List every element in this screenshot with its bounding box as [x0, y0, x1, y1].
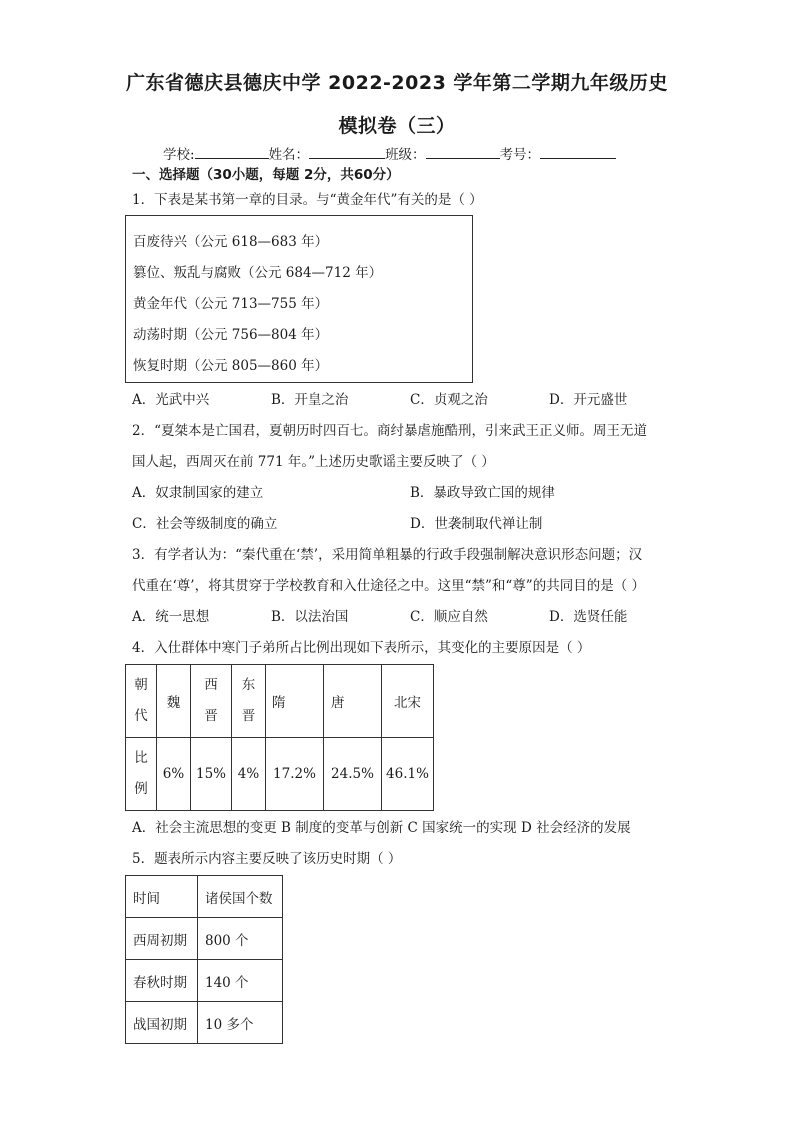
q5-table [125, 875, 283, 1044]
q3-option-d[interactable]: D．选贤任能 [549, 609, 628, 625]
q4-options[interactable]: A．社会主流思想的变更 B 制度的变革与创新 C 国家统一的实现 D 社会经济的发展 [132, 820, 631, 836]
q1-option-c[interactable]: C．贞观之治 [410, 392, 488, 408]
number-blank[interactable] [540, 144, 616, 159]
name-label: 姓名： [268, 147, 310, 163]
q3-option-a[interactable]: A．统一思想 [132, 609, 210, 625]
student-info-line [163, 144, 616, 165]
table-cell: 西周初期 [126, 918, 198, 960]
q2-option-d[interactable]: D．世袭制取代禅让制 [410, 516, 543, 532]
table-row [126, 960, 283, 1002]
q1-option-d[interactable]: D．开元盛世 [549, 392, 628, 408]
table-cell: 西 晋 [191, 665, 232, 738]
catalog-item: 黄金年代（公元 713—755 年） [133, 296, 329, 312]
table-cell: 魏 [157, 665, 191, 738]
q1-option-a[interactable]: A．光武中兴 [132, 392, 210, 408]
table-cell: 唐 [324, 665, 382, 738]
table-header-cell: 比 例 [126, 738, 157, 811]
table-cell: 24.5% [324, 738, 382, 811]
q2-option-b[interactable]: B．暴政导致亡国的规律 [410, 485, 555, 501]
table-row [126, 918, 283, 960]
q4-stem: 4．入仕群体中寒门子弟所占比例出现如下表所示，其变化的主要原因是（ ） [132, 640, 591, 656]
exam-title-line1: 广东省德庆县德庆中学 2022-2023 学年第二学期九年级历史 [126, 72, 668, 94]
table-cell: 隋 [266, 665, 324, 738]
table-header-cell: 时间 [126, 876, 198, 918]
table-row [126, 665, 434, 738]
q2-option-c[interactable]: C．社会等级制度的确立 [132, 516, 278, 532]
section-title: 一、选择题（30小题，每题 2分，共60分） [132, 167, 400, 183]
q1-option-b[interactable]: B．开皇之治 [271, 392, 349, 408]
number-label: 考号： [499, 147, 541, 163]
class-label: 班级： [385, 147, 426, 163]
table-cell: 北宋 [382, 665, 434, 738]
q3-stem-line1: 3．有学者认为：“秦代重在‘禁’，采用简单粗暴的行政手段强制解决意识形态问题；汉 [132, 547, 643, 563]
table-cell: 战国初期 [126, 1002, 198, 1044]
q2-stem-line1: 2．“夏桀本是亡国君，夏朝历时四百七。商纣暴虐施酷刑，引来武王正义师。周王无道 [132, 423, 647, 439]
name-blank[interactable] [309, 144, 385, 159]
catalog-item: 篡位、叛乱与腐败（公元 684—712 年） [133, 265, 383, 281]
catalog-item: 百废待兴（公元 618—683 年） [133, 234, 329, 250]
catalog-item: 动荡时期（公元 756—804 年） [133, 327, 329, 343]
table-row [126, 738, 434, 811]
table-cell: 春秋时期 [126, 960, 198, 1002]
q5-stem: 5．题表所示内容主要反映了该历史时期（ ） [132, 851, 402, 867]
table-cell: 4% [232, 738, 266, 811]
table-cell: 东 晋 [232, 665, 266, 738]
q2-option-a[interactable]: A．奴隶制国家的建立 [132, 485, 264, 501]
table-cell: 46.1% [382, 738, 434, 811]
class-blank[interactable] [426, 144, 500, 159]
table-header-cell: 诸侯国个数 [198, 876, 283, 918]
catalog-item: 恢复时期（公元 805—860 年） [133, 358, 329, 374]
q3-option-b[interactable]: B．以法治国 [271, 609, 349, 625]
table-row [126, 876, 283, 918]
school-label: 学校: [163, 147, 195, 163]
table-cell: 15% [191, 738, 232, 811]
q3-stem-line2: 代重在‘尊’，将其贯穿于学校教育和入仕途径之中。这里“禁”和“尊”的共同目的是（ ） [132, 578, 645, 594]
table-cell: 140 个 [198, 960, 283, 1002]
table-cell: 6% [157, 738, 191, 811]
q2-stem-line2: 国人起，西周灭在前 771 年。”上述历史歌谣主要反映了（ ） [132, 454, 495, 470]
table-cell: 17.2% [266, 738, 324, 811]
exam-title-line2: 模拟卷（三） [338, 115, 456, 137]
q1-catalog-box [125, 215, 473, 383]
table-row [126, 1002, 283, 1044]
q1-stem: 1．下表是某书第一章的目录。与“黄金年代”有关的是（ ） [132, 192, 483, 208]
school-blank[interactable] [195, 144, 269, 159]
table-cell: 10 多个 [198, 1002, 283, 1044]
table-header-cell: 朝 代 [126, 665, 157, 738]
q4-table [125, 664, 434, 811]
q3-option-c[interactable]: C．顺应自然 [410, 609, 488, 625]
table-cell: 800 个 [198, 918, 283, 960]
